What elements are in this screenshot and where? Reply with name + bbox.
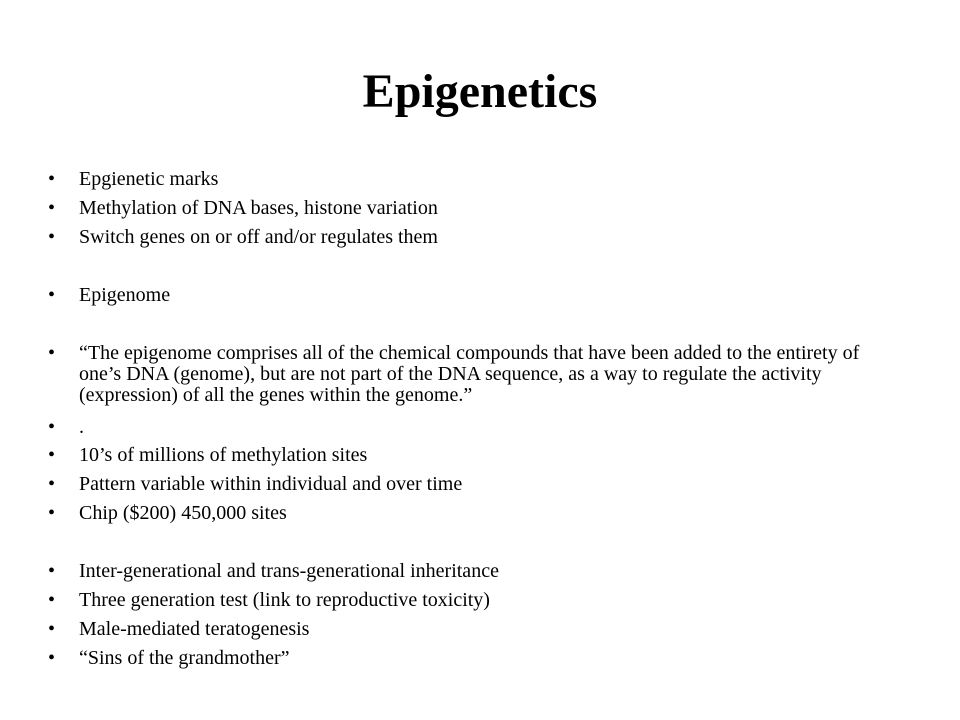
bullet-text: Pattern variable within individual and over time (79, 473, 463, 495)
bullet-text: Epigenome (79, 284, 171, 306)
bullet-text: 10’s of millions of methylation sites (79, 444, 368, 466)
bullet-dot-icon: • (48, 284, 56, 306)
bullet-text: Epgienetic marks (79, 168, 219, 190)
bullet-dot-icon: • (48, 342, 56, 364)
bullet-dot-icon: • (48, 444, 56, 466)
bullet-dot-icon: • (48, 589, 56, 611)
bullet-dot-icon: • (48, 416, 56, 438)
bullet-text: Switch genes on or off and/or regulates them (79, 226, 438, 248)
bullet-text: . (79, 416, 84, 438)
bullet-text: Male-mediated teratogenesis (79, 618, 310, 640)
slide-title: Epigenetics (362, 65, 598, 118)
bullet-dot-icon: • (48, 168, 56, 190)
bullet-text: Methylation of DNA bases, histone variation (79, 197, 438, 219)
bullet-dot-icon: • (48, 647, 56, 669)
bullet-text: “Sins of the grandmother” (79, 647, 290, 669)
bullet-dot-icon: • (48, 226, 56, 248)
bullet-dot-icon: • (48, 618, 56, 640)
bullet-text: Three generation test (link to reproductive toxicity) (79, 589, 490, 611)
bullet-text: “The epigenome comprises all of the chemical compounds that have been added to the entirety of one’s DNA (genome), but are not part of the DNA sequence, as a way to regulate the activity (expression) of all the genes within the genome.” (79, 342, 860, 406)
bullet-text: Chip ($200) 450,000 sites (79, 502, 287, 524)
bullet-dot-icon: • (48, 473, 56, 495)
bullet-dot-icon: • (48, 502, 56, 524)
bullet-dot-icon: • (48, 197, 56, 219)
bullet-dot-icon: • (48, 560, 56, 582)
bullet-text: Inter-generational and trans-generational inheritance (79, 560, 499, 582)
